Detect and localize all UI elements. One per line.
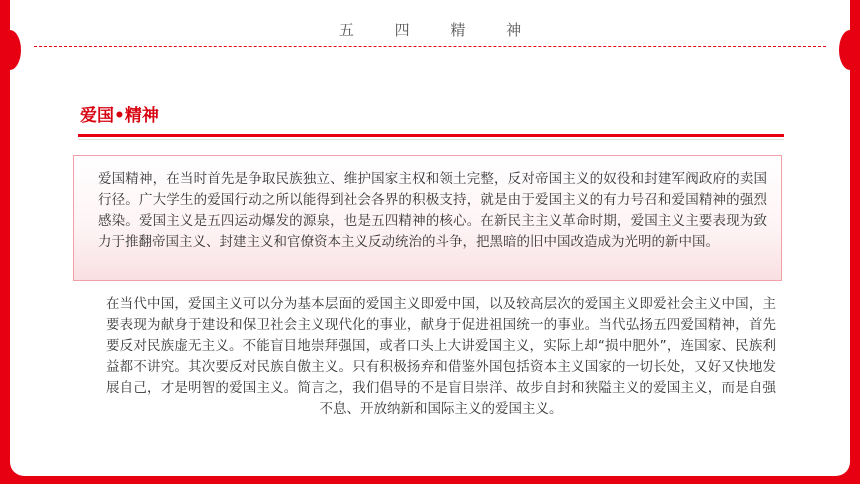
slide xyxy=(10,0,850,476)
section-title-underline xyxy=(78,134,784,137)
body-paragraph: 在当代中国，爱国主义可以分为基本层面的爱国主义即爱中国，以及较高层次的爱国主义即爱社会主义中国，主要表现为献身于建设和保卫社会主义现代化的事业，献身于促进祖国统一的事业。当代弘扬五四爱国精神，首先要反对民族虚无主义。不能盲目地崇拜强国，或者口头上大讲爱国主义，实际上却“损中肥外”，连国家、民族利益都不讲究。其次要反对民族自傲主义。只有积极扬弃和借鉴外国包括资本主义国家的一切长处，又好又快地发展自己，才是明智的爱国主义。简言之，我们倡导的不是盲目崇洋、故步自封和狭隘主义的爱国主义，而是自强不息、开放纳新和国际主义的爱国主义。 xyxy=(106,296,776,417)
header-dashed-divider xyxy=(34,46,826,47)
quote-paragraph: 爱国精神，在当时首先是争取民族独立、维护国家主权和领土完整，反对帝国主义的奴役和封建军阀政府的卖国行径。广大学生的爱国行动之所以能得到社会各界的积极支持，就是由于爱国主义的有力号召和爱国精神的强烈感染。爱国主义是五四运动爆发的源泉，也是五四精神的核心。在新民主主义革命时期，爱国主义主要表现为致力于推翻帝国主义、封建主义和官僚资本主义反动统治的斗争，把黑暗的旧中国改造成为光明的新中国。 xyxy=(98,171,767,250)
header-title: 五 四 精 神 xyxy=(338,21,540,39)
quote-box xyxy=(73,155,782,281)
section-title: 爱国•精神 xyxy=(80,106,159,126)
section-title-shadow-line xyxy=(78,139,784,140)
